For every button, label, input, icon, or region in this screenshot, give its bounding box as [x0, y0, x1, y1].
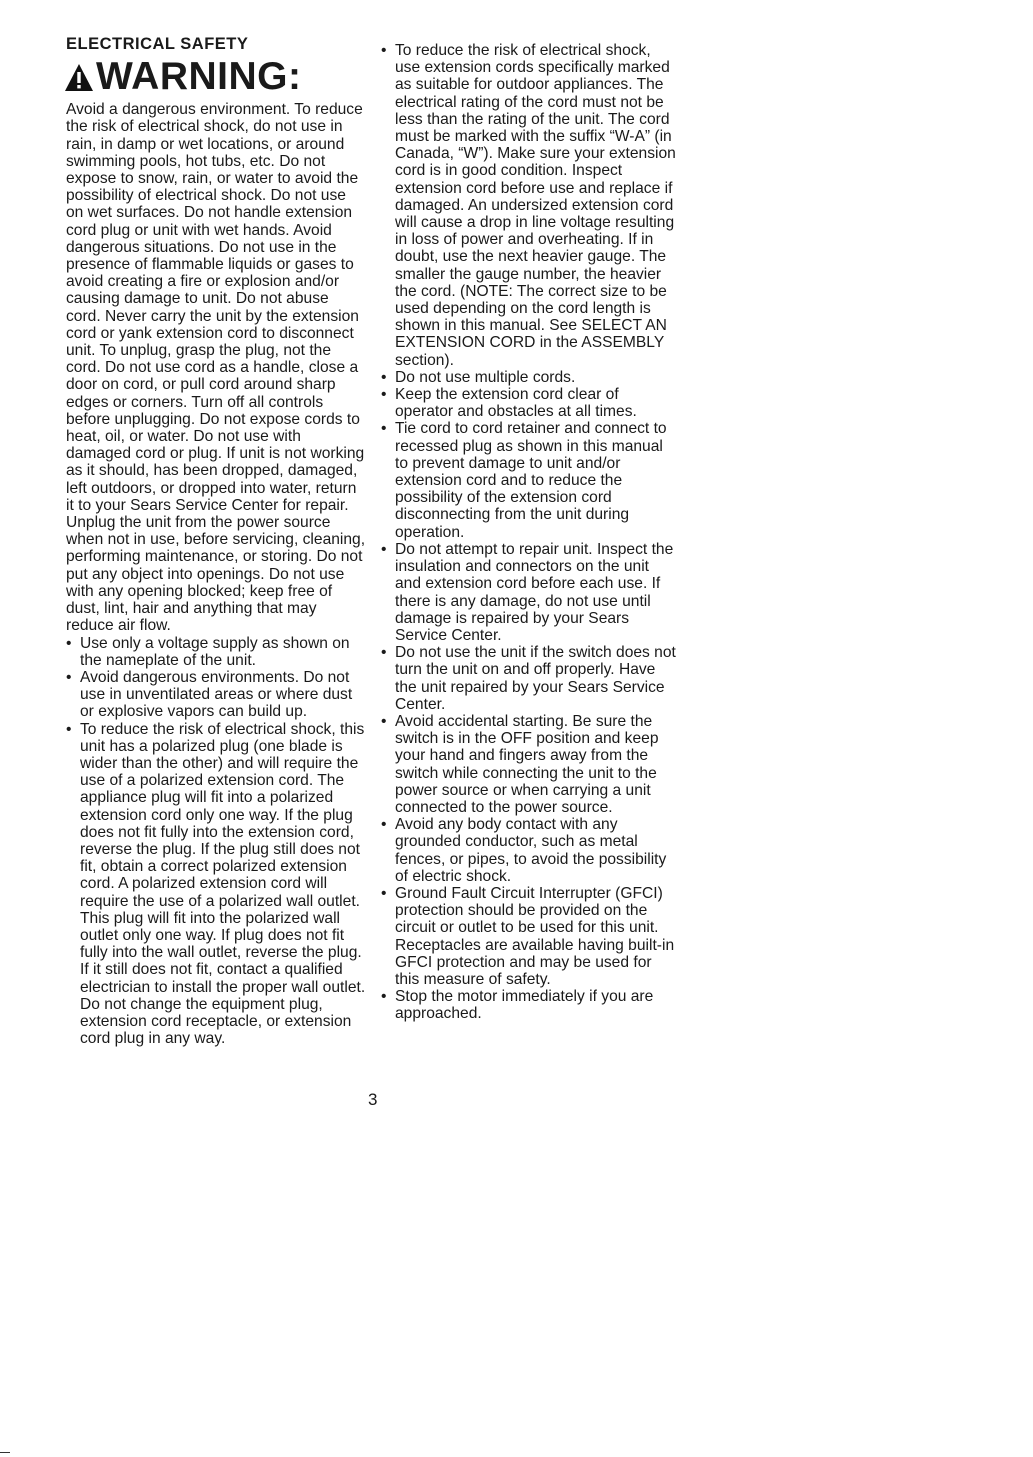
- warning-banner: [64, 57, 366, 97]
- page-number: 3: [368, 1090, 378, 1109]
- list-item: • Do not attempt to repair unit. Inspect the insulation and connectors on the unit and extension cord before each use. If there is any damage, do not use until damage is repaired by your Sears Service Center.: [381, 541, 676, 644]
- list-item: • Do not use multiple cords.: [381, 369, 676, 386]
- list-item: • Avoid accidental starting. Be sure the switch is in the OFF position and keep your hand and fingers away from the switch while connecting the unit to the power source or when carrying a unit connected to the power source.: [381, 713, 676, 816]
- right-column: [381, 42, 676, 1023]
- list-item: • Stop the motor immediately if you are approached.: [381, 988, 676, 1022]
- warning-word: WARNING:: [96, 55, 302, 99]
- left-bullet-list: [66, 635, 366, 1048]
- list-item: • Avoid any body contact with any grounded conductor, such as metal fences, or pipes, to avoid the possibility of electric shock.: [381, 816, 676, 885]
- list-item: • Avoid dangerous environments. Do not use in unventilated areas or where dust or explosive vapors can build up.: [66, 669, 366, 721]
- list-item: • To reduce the risk of electrical shock, use extension cords specifically marked as suitable for outdoor appliances. The electrical rating of the cord must not be less than the rating of the unit. The cord must be marked with the suffix “W-A” (in Canada, “W”). Make sure your extension cord is in good condition. Inspect extension cord before use and replace if damaged. An undersized extension cord will cause a drop in line voltage resulting in loss of power and overheating. If in doubt, use the next heavier gauge. The smaller the gauge number, the heavier the cord. (NOTE: The correct size to be used depending on the cord length is shown in this manual. See SELECT AN EXTENSION CORD in the ASSEMBLY section).: [381, 42, 676, 369]
- list-item: • Keep the extension cord clear of operator and obstacles at all times.: [381, 386, 676, 420]
- list-item: • Use only a voltage supply as shown on the nameplate of the unit.: [66, 635, 366, 669]
- corner-mark: [0, 1452, 10, 1453]
- right-bullet-list: [381, 42, 676, 1023]
- list-item: • Tie cord to cord retainer and connect to recessed plug as shown in this manual to prevent damage to unit and/or extension cord and to reduce the possibility of the extension cord disconnecting from the unit during operation.: [381, 420, 676, 540]
- warning-triangle-icon: [64, 63, 94, 93]
- section-heading: ELECTRICAL SAFETY: [66, 35, 249, 53]
- list-item: • Do not use the unit if the switch does not turn the unit on and off properly. Have the unit repaired by your Sears Service Center.: [381, 644, 676, 713]
- intro-paragraph: Avoid a dangerous environment. To reduce the risk of electrical shock, do not use in rain, in damp or wet locations, or around swimming pools, hot tubs, etc. Do not expose to snow, rain, or water to avoid the possibility of electrical shock. Do not use on wet surfaces. Do not handle extension cord plug or unit with wet hands. Avoid dangerous situations. Do not use in the presence of flammable liquids or gases to avoid creating a fire or explosion and/or causing damage to unit. Do not abuse cord. Never carry the unit by the extension cord or yank extension cord to disconnect unit. To unplug, grasp the plug, not the cord. Do not use cord as a handle, close a door on cord, or pull cord around sharp edges or corners. Turn off all controls before unplugging. Do not expose cords to heat, oil, or water. Do not use with damaged cord or plug. If unit is not working as it should, has been dropped, damaged, left outdoors, or dropped into water, return it to your Sears Service Center for repair. Unplug the unit from the power source when not in use, before servicing, cleaning, performing maintenance, or storing. Do not put any object into openings. Do not use with any opening blocked; keep free of dust, lint, hair and anything that may reduce air flow.: [66, 101, 366, 635]
- list-item: • To reduce the risk of electrical shock, this unit has a polarized plug (one blade is wider than the other) and will require the use of a polarized extension cord. The appliance plug will fit into a polarized extension cord only one way. If the plug does not fit fully into the extension cord, reverse the plug. If the plug still does not fit, obtain a correct polarized extension cord. A polarized extension cord will require the use of a polarized wall outlet. This plug will fit into the polarized wall outlet only one way. If plug does not fit fully into the wall outlet, reverse the plug. If it still does not fit, contact a qualified electrician to install the proper wall outlet. Do not change the equipment plug, extension cord receptacle, or extension cord plug in any way.: [66, 721, 366, 1048]
- list-item: • Ground Fault Circuit Interrupter (GFCI) protection should be provided on the circuit or outlet to be used for this unit. Receptacles are available having built-in GFCI protection and may be used for this measure of safety.: [381, 885, 676, 988]
- left-column: [66, 36, 366, 1047]
